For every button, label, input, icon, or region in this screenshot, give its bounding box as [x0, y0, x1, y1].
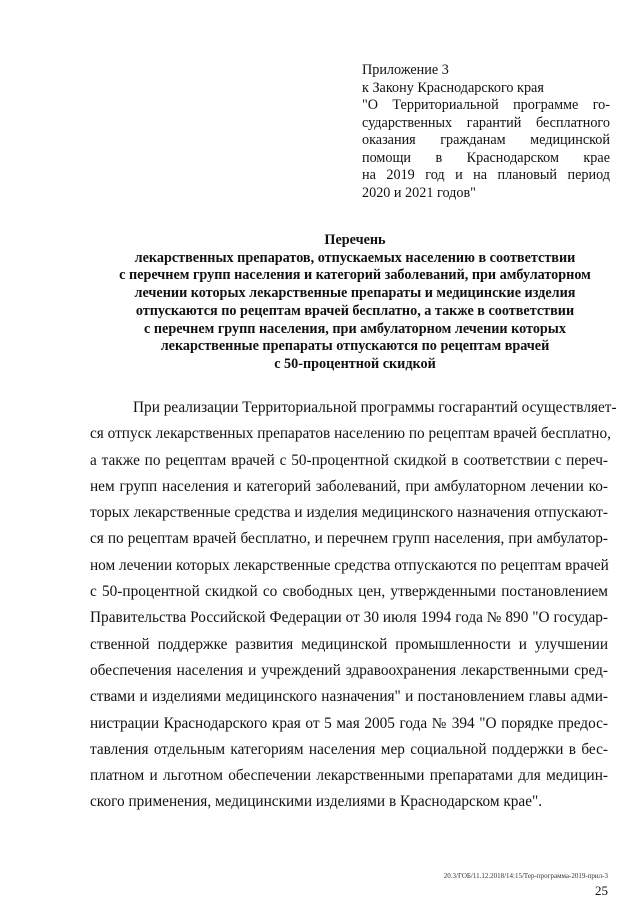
body-line: ном лечении которых лекарственные средства отпускаются по рецептам врачей	[90, 556, 609, 574]
annex-header	[362, 62, 610, 202]
annex-line: помощи в Краснодарском крае	[362, 149, 610, 166]
annex-line: оказания гражданам медицинской	[362, 132, 610, 148]
page-number: 25	[595, 883, 608, 898]
annex-line: сударственных гарантий бесплатного	[362, 114, 610, 131]
body-line: ся отпуск лекарственных препаратов населению по рецептам врачей бесплатно,	[90, 425, 611, 443]
body-line: Правительства Российской Федерации от 30 июля 1994 года № 890 "О государ-	[90, 609, 608, 627]
title-line: отпускаются по рецептам врачей бесплатно, а также в соответствии	[135, 302, 575, 319]
body-line: При реализации Территориальной программы госгарантий осуществляет-	[133, 399, 617, 416]
body-paragraph	[90, 395, 617, 816]
annex-line: Приложение 3	[362, 62, 449, 78]
footer-document-code: 20.3/ГОБ/11.12.2018/14:15/Тер-программа-2019-прил-3	[443, 872, 608, 880]
title-line: с перечнем групп населения, при амбулаторном лечении которых	[144, 320, 566, 337]
body-line: с 50-процентной скидкой со свободных цен, утвержденными постановлением	[90, 583, 608, 601]
annex-line: к Закону Краснодарского края	[362, 79, 544, 96]
title-line: с перечнем групп населения и категорий заболеваний, при амбулаторном	[119, 267, 591, 284]
title-line: с 50-процентной скидкой	[274, 355, 436, 372]
body-line: обеспечения населения и учреждений здравоохранения лекарственными сред-	[90, 661, 608, 679]
title-line: лекарственных препаратов, отпускаемых населению в соответствии	[134, 249, 576, 266]
body-line: ся по рецептам врачей бесплатно, и перечнем групп населения, при амбулатор-	[90, 530, 608, 548]
body-line: нем групп населения и категорий заболеваний, при амбулаторном лечении ко-	[90, 477, 608, 495]
annex-line: 2020 и 2021 годов"	[362, 184, 476, 201]
body-line: ского применения, медицинскими изделиями в Краснодарском крае".	[90, 793, 543, 811]
annex-line: на 2019 год и на плановый период	[362, 167, 610, 183]
title-line: лечении которых лекарственные препараты и медицинские изделия	[134, 285, 576, 302]
title-line: лекарственные препараты отпускаются по рецептам врачей	[160, 338, 550, 355]
body-line: платном и льготном обеспечении лекарственными препаратами для медицин-	[90, 767, 608, 785]
title-line: Перечень	[324, 232, 386, 248]
body-line: ственной поддержке развития медицинской промышленности и улучшении	[90, 635, 608, 653]
body-line: ствами и изделиями медицинского назначения" и постановлением главы адми-	[90, 688, 608, 706]
document-title	[60, 232, 640, 374]
body-line: тавления отдельным категориям населения мер социальной поддержки в бес-	[90, 740, 608, 758]
annex-line: "О Территориальной программе го-	[362, 97, 610, 113]
body-line: торых лекарственные средства и изделия медицинского назначения отпускают-	[90, 504, 608, 522]
body-line: нистрации Краснодарского края от 5 мая 2005 года № 394 "О порядке предос-	[90, 714, 608, 732]
body-line: а также по рецептам врачей с 50-процентной скидкой в соответствии с переч-	[90, 451, 608, 469]
